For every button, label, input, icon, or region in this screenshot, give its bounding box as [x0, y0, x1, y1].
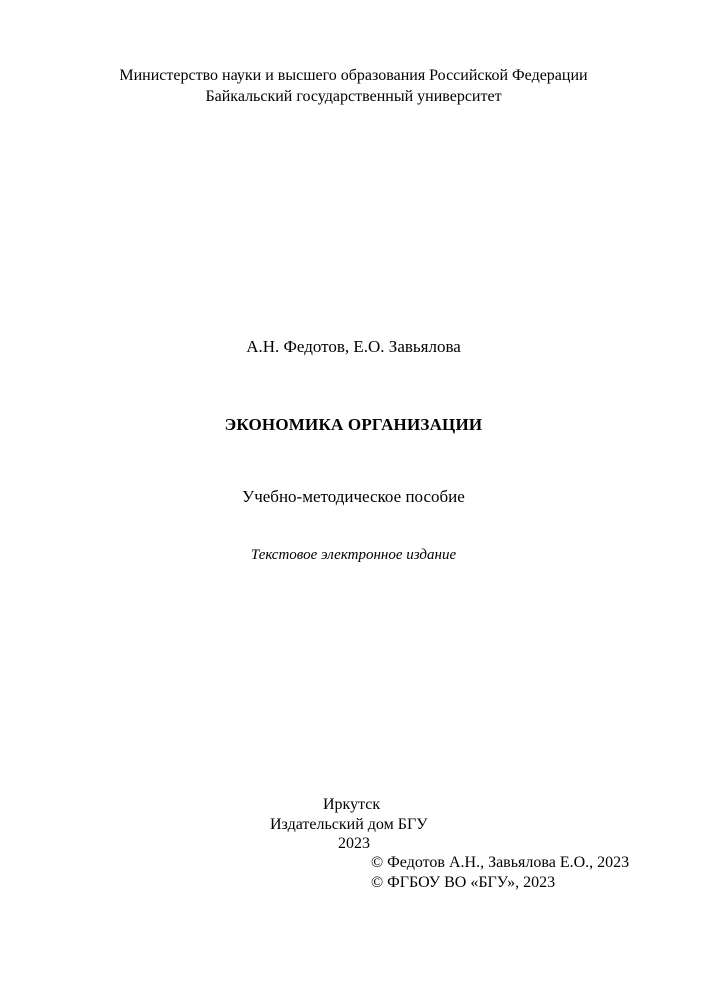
copyright-institution: © ФГБОУ ВО «БГУ», 2023: [371, 874, 556, 891]
book-subtitle: Учебно-методическое пособие: [242, 487, 465, 506]
book-title: ЭКОНОМИКА ОРГАНИЗАЦИИ: [224, 415, 483, 434]
university-heading: Байкальский государственный университет: [205, 88, 502, 105]
authors: А.Н. Федотов, Е.О. Завьялова: [246, 337, 461, 356]
imprint-year: 2023: [338, 835, 370, 852]
edition-type: Текстовое электронное издание: [250, 547, 457, 563]
ministry-heading: Министерство науки и высшего образования Российской Федерации: [119, 67, 588, 84]
copyright-authors: © Федотов А.Н., Завьялова Е.О., 2023: [371, 854, 630, 871]
imprint-publisher: Издательский дом БГУ: [270, 816, 428, 833]
imprint-city: Иркутск: [323, 796, 381, 813]
